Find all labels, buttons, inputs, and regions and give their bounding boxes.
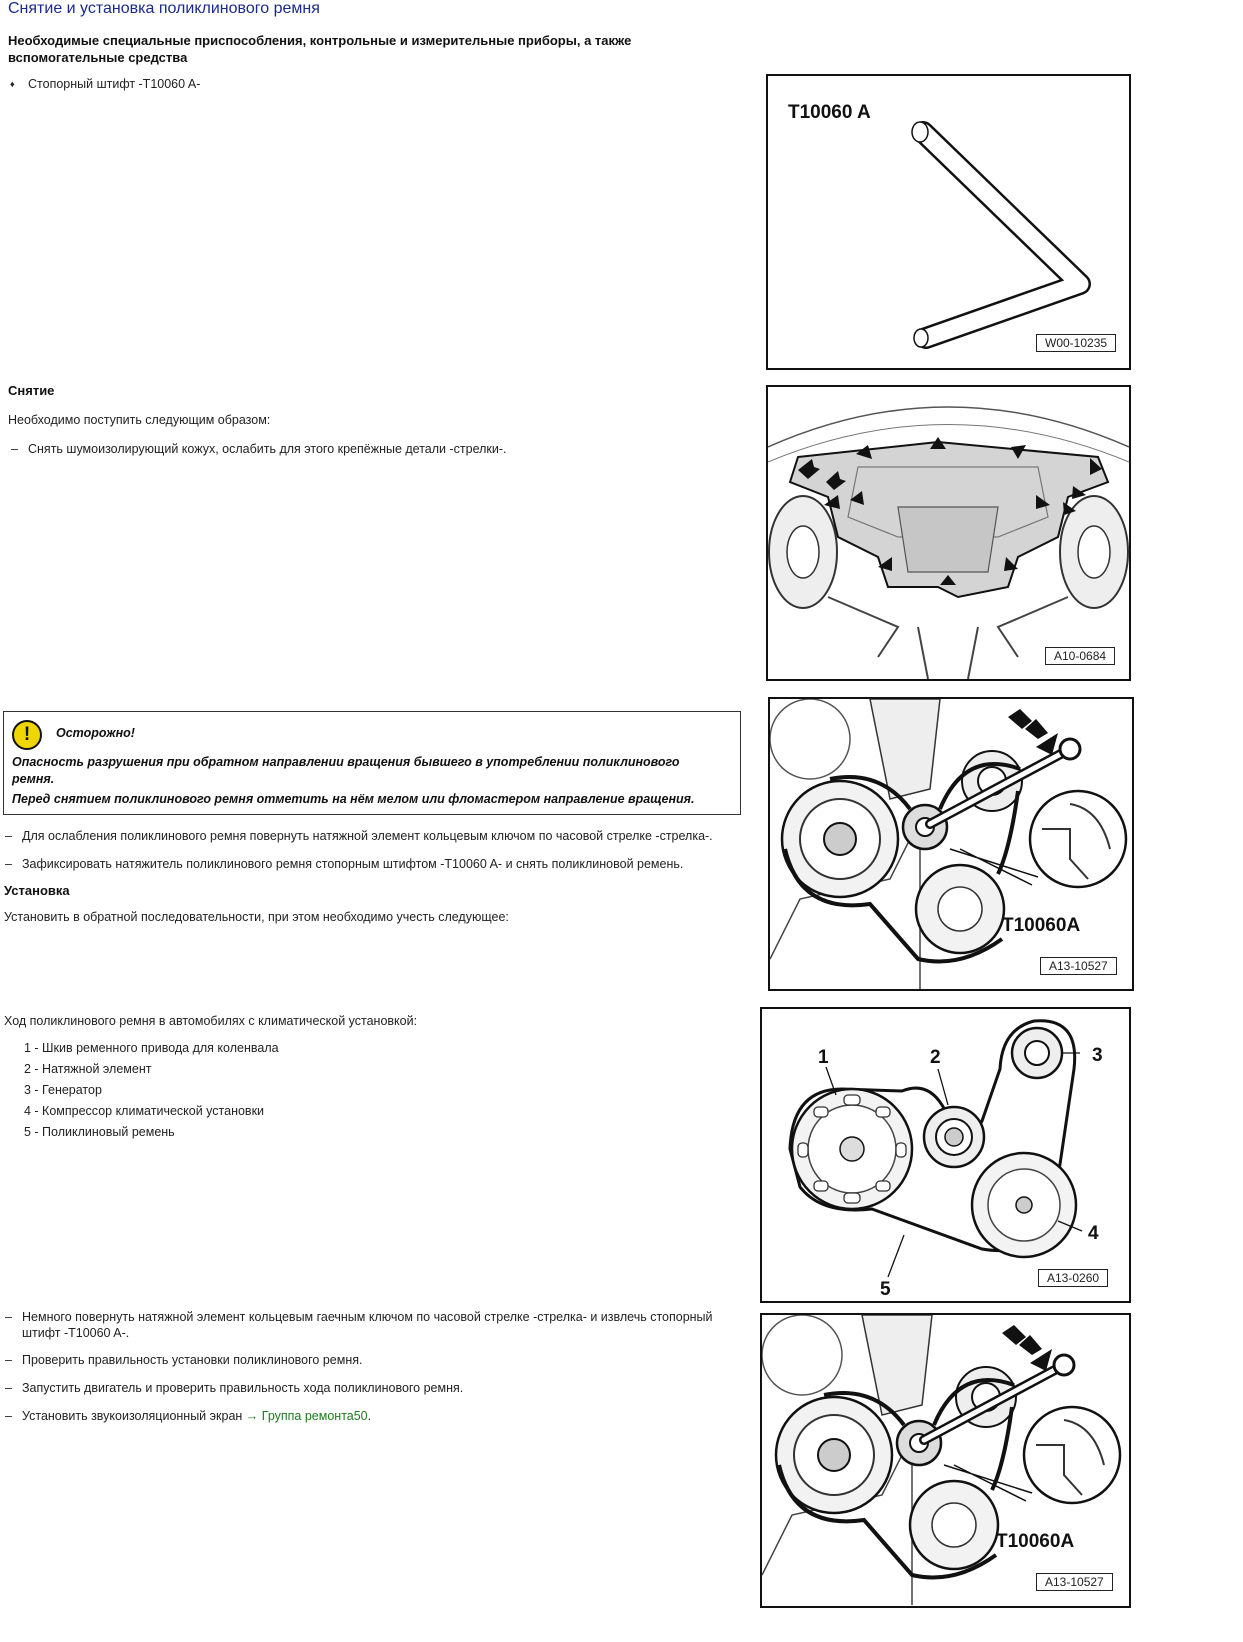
caution-text1: Опасность разрушения при обратном направлении вращения бывшего в употреблении поликлинового ремня. — [12, 755, 680, 786]
figure-tool — [766, 74, 1131, 370]
beltpath-intro: Ход поликлинового ремня в автомобилях с климатической установкой: — [4, 1014, 418, 1028]
tensioner-drawing — [762, 1315, 1129, 1606]
callout: 2 — [930, 1047, 941, 1068]
install-step — [22, 1381, 463, 1395]
figure-beltpath — [760, 1007, 1131, 1303]
list-item: 5 - Поликлиновый ремень — [24, 1125, 175, 1139]
tensioner-label: T10060A — [1002, 915, 1081, 936]
list-item: 3 - Генератор — [24, 1083, 102, 1097]
install-step-text: Запустить двигатель и проверить правильность хода поликлинового ремня. — [22, 1381, 464, 1395]
install-step — [22, 1353, 363, 1367]
removal-step-text: Зафиксировать натяжитель поликлинового ремня стопорным штифтом -T10060 A- и снять поликлиновой ремень. — [22, 857, 684, 871]
install-step-end: . — [367, 1409, 372, 1423]
beltpath-list — [24, 1036, 424, 1146]
repair-group-link[interactable]: → Группа ремонта50 — [245, 1409, 368, 1423]
figure-code: A13-0260 — [1038, 1269, 1108, 1287]
tools-item-text: Стопорный штифт -T10060 A- — [28, 77, 201, 91]
install-step-text: Проверить правильность установки поликлинового ремня. — [22, 1353, 363, 1367]
callout: 4 — [1088, 1223, 1099, 1244]
removal-step — [22, 857, 683, 871]
figure-underbody — [766, 385, 1131, 681]
caution-box — [3, 711, 741, 815]
removal-intro: Необходимо поступить следующим образом: — [8, 413, 271, 427]
removal-heading: Снятие — [8, 383, 55, 398]
install-step — [22, 1309, 732, 1341]
install-step — [22, 1409, 371, 1423]
callout: 3 — [1092, 1045, 1103, 1066]
install-step-text: штифт -T10060 A-. — [22, 1326, 130, 1340]
callout: 5 — [880, 1279, 891, 1300]
removal-step — [22, 829, 713, 843]
removal-step — [28, 442, 507, 456]
removal-step-text: Снять шумоизолирующий кожух, ослабить для этого крепёжные детали -стрелки-. — [28, 442, 507, 456]
callout: 1 — [818, 1047, 829, 1068]
caution-title: Осторожно! — [56, 726, 135, 740]
figure-tensioner — [768, 697, 1134, 991]
install-step-text: Немного повернуть натяжной элемент кольцевым гаечным ключом по часовой стрелке -стрелка- и извлечь стопорный — [22, 1310, 713, 1324]
figure-code: A10-0684 — [1045, 647, 1115, 665]
caution-icon: ! — [12, 720, 42, 750]
caution-text2: Перед снятием поликлинового ремня отметить на нём мелом или фломастером направление вращения. — [12, 792, 695, 806]
tool-label: T10060 A — [788, 102, 871, 123]
tools-heading: Необходимые специальные приспособления, контрольные и измерительные приборы, а также вспомогательные средства — [8, 33, 632, 65]
list-item: 2 - Натяжной элемент — [24, 1062, 152, 1076]
page-title: Снятие и установка поликлинового ремня — [8, 0, 320, 17]
install-intro: Установить в обратной последовательности, при этом необходимо учесть следующее: — [4, 910, 509, 924]
figure-tensioner — [760, 1313, 1131, 1608]
tensioner-label: T10060A — [996, 1531, 1075, 1552]
figure-code: A13-10527 — [1036, 1573, 1113, 1591]
list-item: 1 - Шкив ременного привода для коленвала — [24, 1041, 279, 1055]
beltpath-drawing — [762, 1009, 1129, 1301]
tensioner-drawing — [770, 699, 1132, 989]
underbody-drawing — [768, 387, 1129, 679]
install-step-text: Установить звукоизоляционный экран — [22, 1409, 243, 1423]
tools-item — [28, 77, 200, 91]
list-item: 4 - Компрессор климатической установки — [24, 1104, 265, 1118]
figure-code: W00-10235 — [1036, 334, 1116, 352]
install-heading: Установка — [4, 883, 70, 898]
figure-code: A13-10527 — [1040, 957, 1117, 975]
removal-step-text: Для ослабления поликлинового ремня повернуть натяжной элемент кольцевым ключом по часовой стрелке -стрелка-. — [22, 829, 713, 843]
